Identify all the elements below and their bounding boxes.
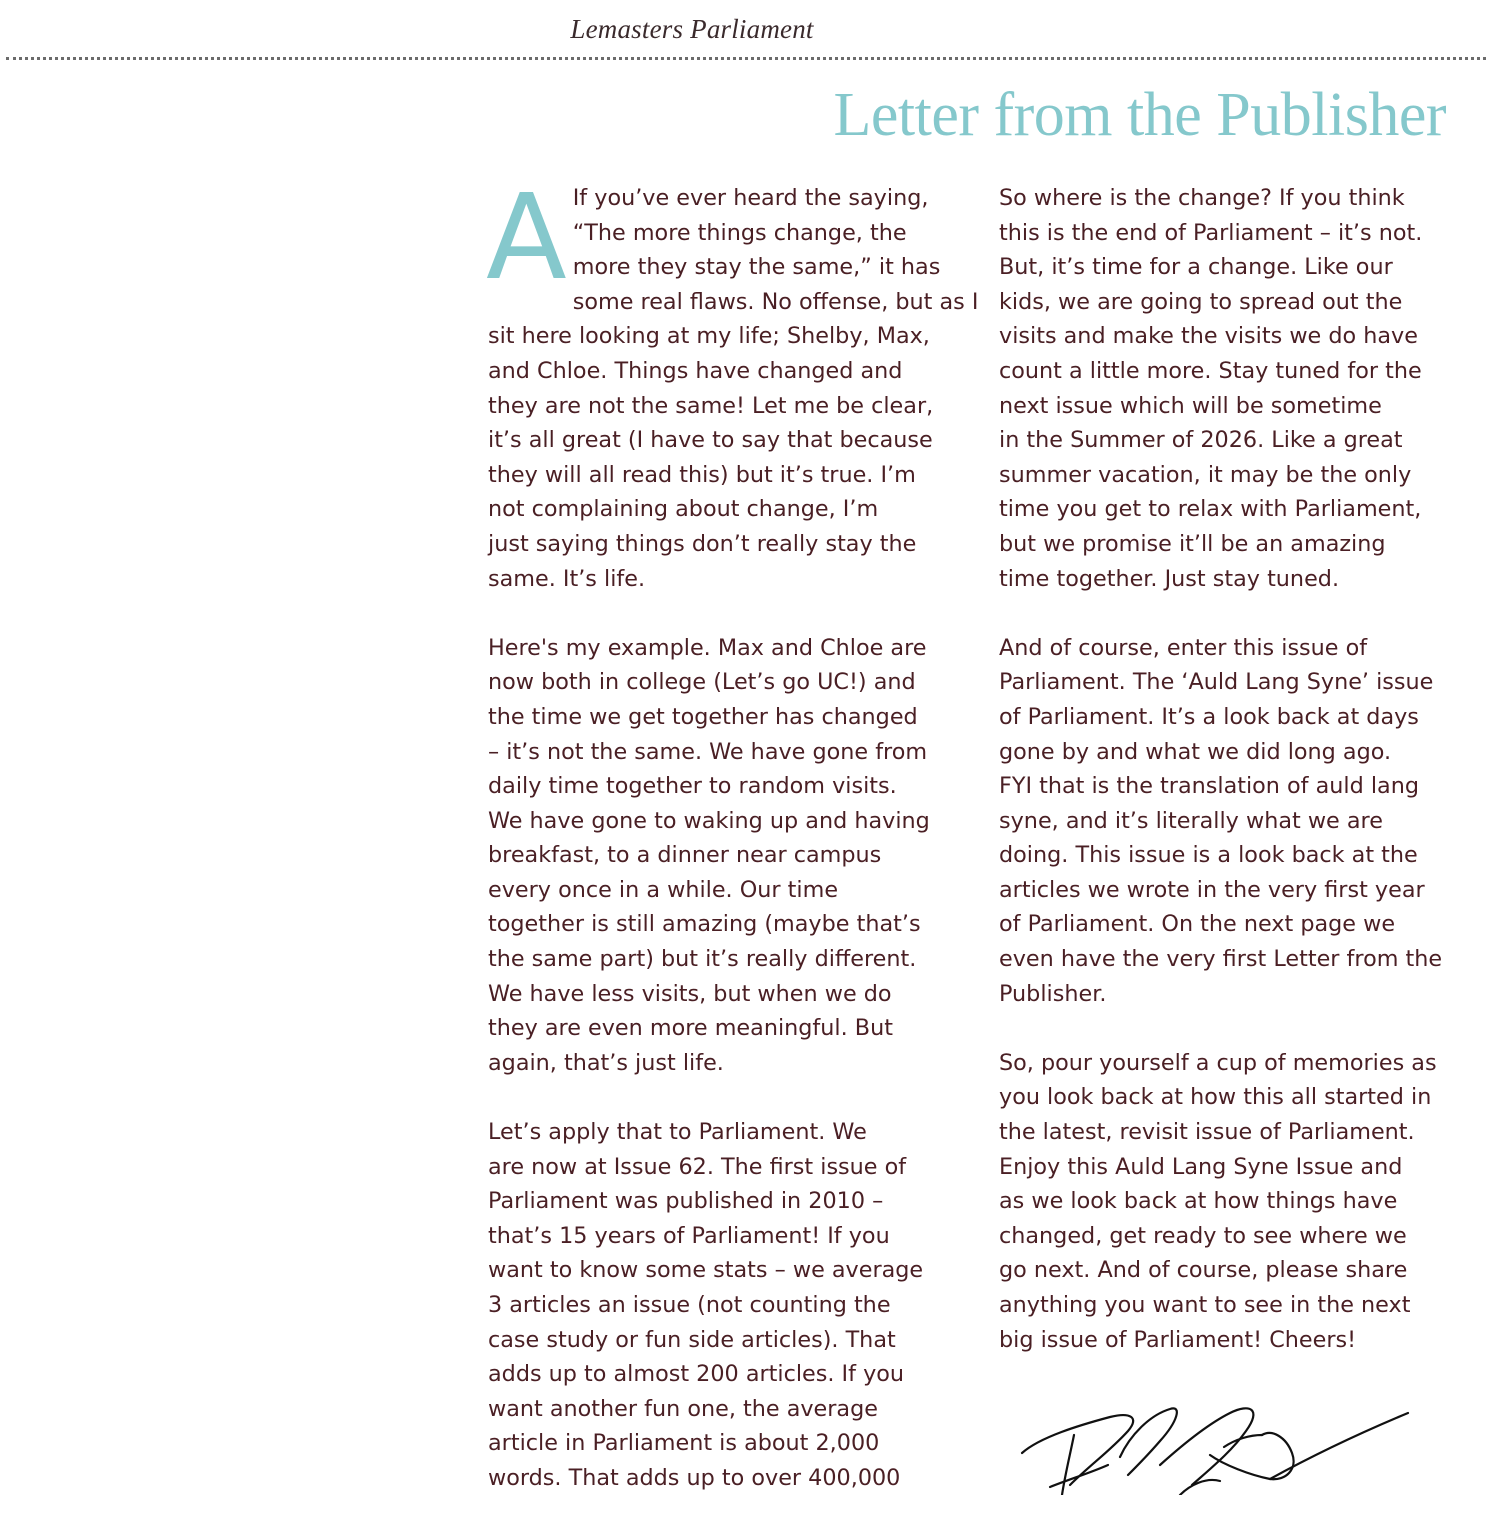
text-line: they are even more meaningful. But (488, 1015, 893, 1042)
text-line: again, that’s just life. (488, 1049, 724, 1076)
article-paragraph (999, 181, 1459, 596)
text-line: next issue which will be sometime (999, 392, 1382, 419)
text-line: it’s all great (I have to say that because (488, 427, 933, 454)
text-line: just saying things don’t really stay the (488, 530, 917, 557)
text-line: that’s 15 years of Parliament! If you (488, 1222, 890, 1249)
text-line: of Parliament. It’s a look back at days (999, 703, 1419, 730)
text-line: some real flaws. No offense, but as I (572, 288, 979, 315)
text-line: – it’s not the same. We have gone from (488, 738, 928, 765)
text-line: And of course, enter this issue of (999, 634, 1368, 661)
text-line: are now at Issue 62. The first issue of (488, 1153, 907, 1180)
article-paragraph (999, 631, 1459, 1012)
text-line: adds up to almost 200 articles. If you (488, 1361, 905, 1388)
text-line: every once in a while. Our time (488, 876, 839, 903)
text-line: sit here looking at my life; Shelby, Max, (488, 323, 930, 350)
article-paragraph (488, 1115, 944, 1496)
article-column-left (486, 168, 979, 1530)
text-line: and Chloe. Things have changed and (488, 357, 903, 384)
text-line: Enjoy this Auld Lang Syne Issue and (999, 1153, 1403, 1180)
text-line: time together. Just stay tuned. (999, 565, 1340, 592)
text-line: Parliament was published in 2010 – (488, 1188, 884, 1215)
text-line: doing. This issue is a look back at the (999, 842, 1418, 869)
text-line: even have the very first Letter from the (999, 946, 1443, 973)
text-line: words. That adds up to over 400,000 (488, 1464, 901, 1491)
text-line: together is still amazing (maybe that’s (488, 911, 921, 938)
article-column-right (999, 181, 1459, 1392)
text-line: time you get to relax with Parliament, (999, 496, 1422, 523)
text-line: in the Summer of 2026. Like a great (999, 427, 1403, 454)
text-line: We have gone to waking up and having (488, 807, 930, 834)
text-line: Publisher. (999, 980, 1107, 1007)
text-line: article in Parliament is about 2,000 (488, 1430, 880, 1457)
text-line: go next. And of course, please share (999, 1257, 1408, 1284)
text-line: now both in college (Let’s go UC!) and (488, 669, 916, 696)
running-header: Lemasters Parliament (570, 14, 814, 44)
dotted-divider (6, 57, 1486, 60)
text-line: gone by and what we did long ago. (999, 738, 1392, 765)
text-line: syne, and it’s literally what we are (999, 807, 1383, 834)
text-line: the time we get together has changed (488, 703, 918, 730)
text-line: as we look back at how things have (999, 1188, 1398, 1215)
text-line: So, pour yourself a cup of memories as (999, 1049, 1437, 1076)
drop-cap: A (486, 168, 567, 306)
text-line: want another fun one, the average (488, 1395, 878, 1422)
text-line: Let’s apply that to Parliament. We (488, 1119, 867, 1146)
text-line: you look back at how this all started in (999, 1084, 1432, 1111)
text-line: changed, get ready to see where we (999, 1222, 1407, 1249)
text-line: want to know some stats – we average (488, 1257, 924, 1284)
text-line: of Parliament. On the next page we (999, 911, 1396, 938)
text-line: breakfast, to a dinner near campus (488, 842, 882, 869)
text-line: summer vacation, it may be the only (999, 461, 1412, 488)
article-paragraph (488, 631, 944, 1081)
text-line: same. It’s life. (488, 565, 646, 592)
text-line: daily time together to random visits. (488, 773, 897, 800)
article-paragraph (999, 1046, 1459, 1357)
text-line: Parliament. The ‘Auld Lang Syne’ issue (999, 669, 1434, 696)
text-line: So where is the change? If you think (999, 185, 1405, 211)
text-line: 3 articles an issue (not counting the (488, 1292, 891, 1318)
text-line: kids, we are going to spread out the (999, 288, 1403, 315)
text-line: more they stay the same,” it has (572, 254, 941, 281)
text-line: they are not the same! Let me be clear, (488, 392, 934, 419)
text-line: visits and make the visits we do have (999, 323, 1418, 350)
text-line: but we promise it’ll be an amazing (999, 530, 1386, 557)
text-line: FYI that is the translation of auld lang (999, 773, 1419, 800)
text-line: “The more things change, the (572, 219, 907, 246)
text-line: If you’ve ever heard the saying, (572, 185, 929, 211)
text-line: they will all read this) but it’s true. I’m (488, 461, 916, 488)
text-line: Here's my example. Max and Chloe are (488, 634, 927, 661)
text-line: articles we wrote in the very first year (999, 876, 1425, 903)
text-line: We have less visits, but when we do (488, 980, 892, 1007)
text-line: count a little more. Stay tuned for the (999, 357, 1422, 384)
text-line: not complaining about change, I’m (488, 496, 879, 523)
text-line: the latest, revisit issue of Parliament. (999, 1119, 1415, 1146)
text-line: But, it’s time for a change. Like our (999, 254, 1393, 281)
signature-image (1010, 1395, 1420, 1495)
text-line: the same part) but it’s really different. (488, 946, 917, 973)
text-line: big issue of Parliament! Cheers! (999, 1326, 1357, 1353)
text-line: case study or fun side articles). That (488, 1326, 896, 1353)
page-title: Letter from the Publisher (833, 81, 1446, 149)
text-line: this is the end of Parliament – it’s not. (999, 219, 1423, 246)
text-line: anything you want to see in the next (999, 1292, 1411, 1318)
